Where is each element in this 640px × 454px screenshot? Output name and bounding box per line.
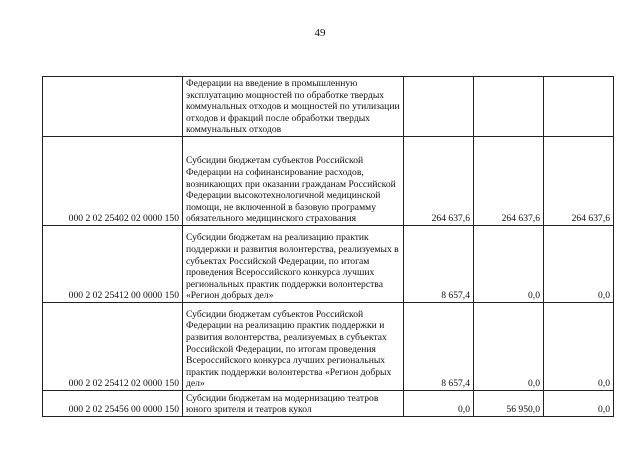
page-number: 49 (314, 27, 326, 39)
description-cell: Субсидии бюджетам на реализацию практик поддержки и развития волонтерства, реализуемых в субъектах Российской Федерации, по итогам проведения Всероссийского конкурса лучших региональных практик поддержки волонтерства «Регион добрых дел» (183, 226, 404, 303)
description-cell: Субсидии бюджетам субъектов Российской Федерации на реализацию практик поддержки и развития волонтерства, реализуемых в субъектах Российской Федерации, по итогам проведения Всероссийского конкурса лучших региональных практик поддержки волонтерства «Регион добрых дел» (183, 303, 404, 391)
value-cell-year2: 264 637,6 (474, 137, 544, 226)
description-cell: Субсидии бюджетам на модернизацию театров юного зрителя и театров кукол (183, 391, 404, 417)
budget-code-cell: 000 2 02 25412 00 0000 150 (43, 226, 183, 303)
table-row (43, 226, 614, 303)
value-cell-year1: 8 657,4 (404, 303, 474, 391)
budget-code-cell (43, 77, 183, 137)
budget-code-cell: 000 2 02 25412 02 0000 150 (43, 303, 183, 391)
table-row (43, 77, 614, 137)
table-row (43, 391, 614, 417)
value-cell-year2: 0,0 (474, 303, 544, 391)
table-row (43, 303, 614, 391)
value-cell-year1: 264 637,6 (404, 137, 474, 226)
value-cell-year3: 0,0 (544, 226, 614, 303)
value-cell-year3: 0,0 (544, 303, 614, 391)
value-cell-year3 (544, 77, 614, 137)
budget-table (42, 76, 614, 417)
value-cell-year1 (404, 77, 474, 137)
budget-code-cell: 000 2 02 25456 00 0000 150 (43, 391, 183, 417)
table-row (43, 137, 614, 226)
budget-code-cell: 000 2 02 25402 02 0000 150 (43, 137, 183, 226)
value-cell-year2: 56 950,0 (474, 391, 544, 417)
value-cell-year1: 0,0 (404, 391, 474, 417)
description-cell: Федерации на введение в промышленную эксплуатацию мощностей по обработке твердых коммунальных отходов и мощностей по утилизации отходов и фракций после обработки твердых коммунальных отходов (183, 77, 404, 137)
value-cell-year3: 264 637,6 (544, 137, 614, 226)
description-cell: Субсидии бюджетам субъектов Российской Федерации на софинансирование расходов, возникающих при оказании гражданам Российской Федерации высокотехнологичной медицинской помощи, не включенной в базовую программу обязательного медицинского страхования (183, 137, 404, 226)
value-cell-year1: 8 657,4 (404, 226, 474, 303)
value-cell-year3: 0,0 (544, 391, 614, 417)
value-cell-year2: 0,0 (474, 226, 544, 303)
value-cell-year2 (474, 77, 544, 137)
